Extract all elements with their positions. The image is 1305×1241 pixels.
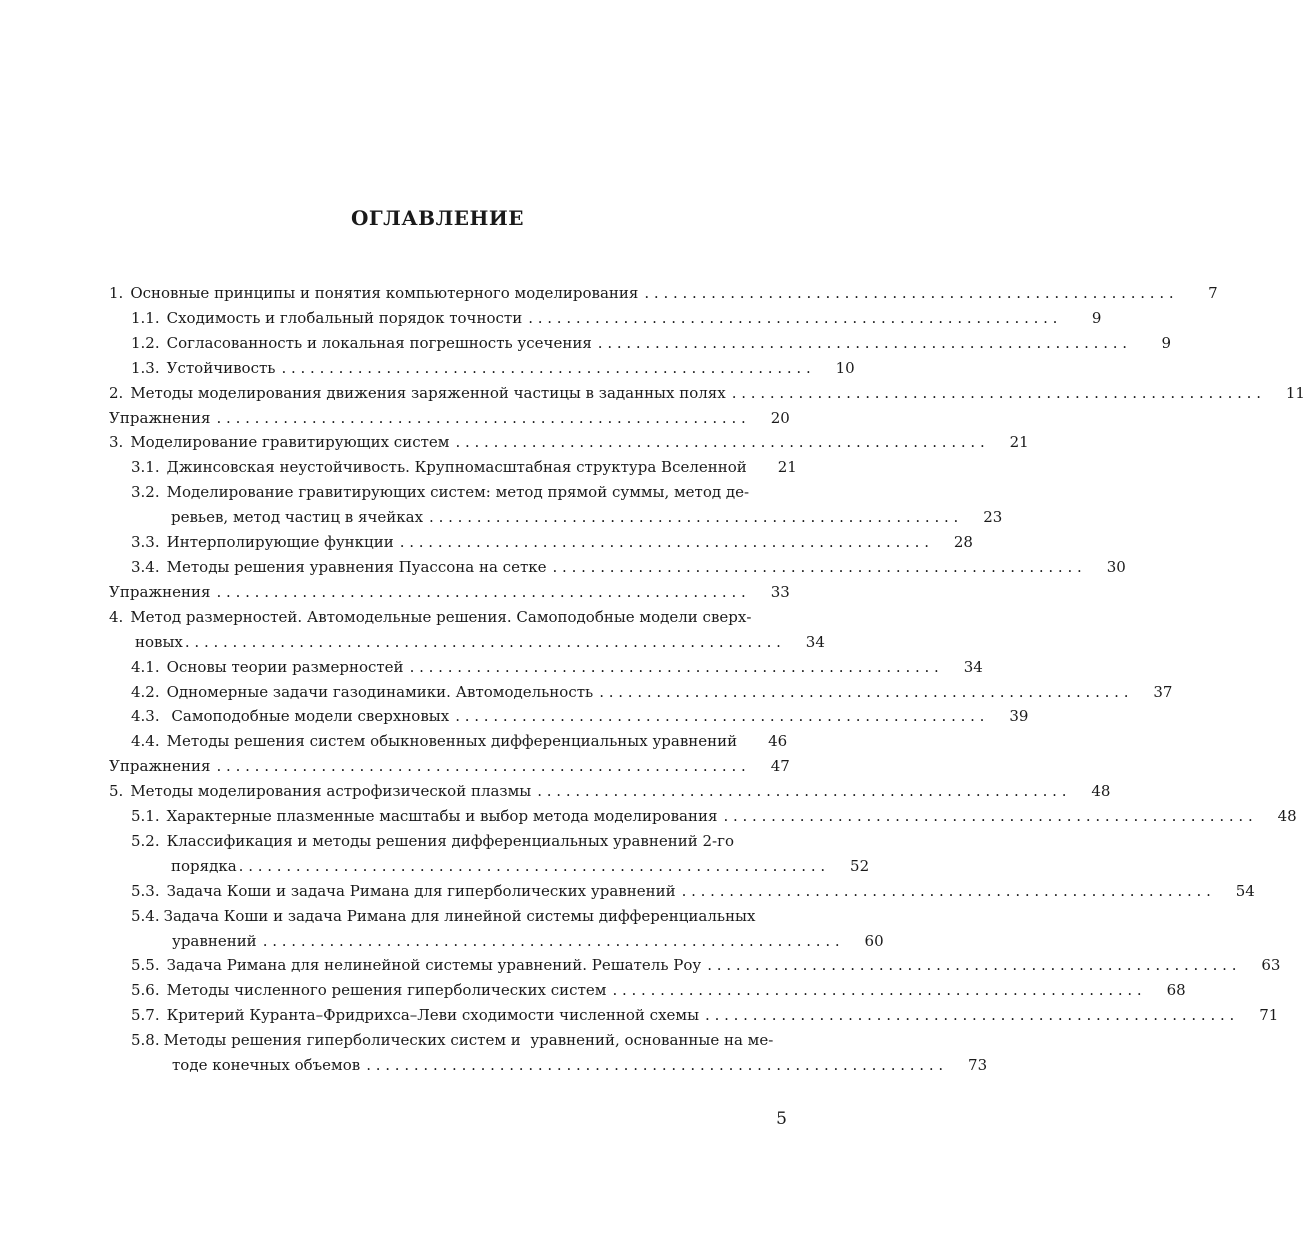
toc-entry[interactable] [109,356,855,381]
toc-entry-page: 9 [1091,308,1102,327]
toc-entry[interactable] [109,381,1305,406]
toc-entry-number: 5.7. [131,1006,160,1025]
toc-entry-title: Основы теории размерностей [166,657,404,676]
leader-dots: . . . . . . . . . . . . . . . . . . . . . . . . . . . . . . . . . . . . . . . . . . . . . . . . . . . . . . . . . . . . . [262,931,840,950]
toc-entry-page: 47 [770,757,790,776]
toc-entry-number: 3. [109,433,124,452]
toc-entry-title: Методы решения уравнения Пуассона на сетке [166,557,547,576]
toc-entry-title-continued: ревьев, метод частиц в ячейках [171,508,424,527]
leader-dots: . . . . . . . . . . . . . . . . . . . . . . . . . . . . . . . . . . . . . . . . . . . . . . . . . . . . . . . . [723,807,1253,826]
toc-entry-number: 4. [109,607,124,626]
toc-entry-number: 3.4. [131,557,160,576]
toc-entry-number: 1.2. [131,333,160,352]
leader-dots: . . . . . . . . . . . . . . . . . . . . . . . . . . . . . . . . . . . . . . . . . . . . . . . . . . . . . . . . [731,383,1261,402]
toc-entry-page: 37 [1153,682,1173,701]
toc-entry-page: 54 [1235,881,1255,900]
toc-entry-number: 3.3. [131,533,160,552]
leader-dots: . . . . . . . . . . . . . . . . . . . . . . . . . . . . . . . . . . . . . . . . . . . . . . . . . . . . . . . . [429,508,959,527]
toc-entry-number: 1.1. [131,308,160,327]
leader-dots: . . . . . . . . . . . . . . . . . . . . . . . . . . . . . . . . . . . . . . . . . . . . . . . . . . . . . . . . [537,782,1067,801]
toc-entry[interactable] [109,331,1172,356]
toc-entry-page: 46 [768,732,788,751]
toc-entry[interactable] [109,555,1126,580]
toc-entry-number: 5.1. [131,807,160,826]
toc-entry-page: 10 [835,358,855,377]
leader-dots: . . . . . . . . . . . . . . . . . . . . . . . . . . . . . . . . . . . . . . . . . . . . . . . . . . . . . . . . [597,333,1128,352]
table-of-contents [109,281,1305,1078]
toc-entry-page: 34 [805,632,825,651]
toc-entry[interactable] [109,953,1281,978]
toc-entry-page: 48 [1091,782,1111,801]
toc-entry[interactable] [109,804,1297,829]
leader-dots: . . . . . . . . . . . . . . . . . . . . . . . . . . . . . . . . . . . . . . . . . . . . . . . . . . . . . . . . . . . . . . [238,856,826,875]
toc-entry[interactable] [109,1003,1279,1028]
toc-entry-title: Методы решения гиперболических систем и уравнений, основанные на ме- [163,1031,774,1050]
toc-entry-number: 3.2. [131,483,160,502]
toc-entry-number: 5.3. [131,881,160,900]
toc-entry-title: Моделирование гравитирующих систем: метод прямой суммы, метод де- [166,483,750,502]
toc-entry-title-continued: уравнений [172,931,257,950]
toc-entry-number: 3.1. [131,458,160,477]
toc-entry-title: Сходимость и глобальный порядок точности [166,308,523,327]
toc-entry-page: 52 [850,856,870,875]
toc-entry-page: 68 [1166,981,1186,1000]
leader-dots: . . . . . . . . . . . . . . . . . . . . . . . . . . . . . . . . . . . . . . . . . . . . . . . . . . . . . . . . [409,657,939,676]
toc-entry-page: 33 [770,582,790,601]
toc-entry[interactable] [109,655,983,680]
toc-entry-title: Метод размерностей. Автомодельные решения. Самоподобные модели сверх- [130,607,752,626]
toc-entry-number: 2. [109,383,124,402]
toc-entry-title: Устойчивость [166,358,276,377]
toc-entry-title: Методы численного решения гиперболических систем [166,981,607,1000]
toc-entry-title: Интерполирующие функции [166,533,394,552]
toc-entry[interactable] [109,879,1255,904]
toc-entry-title: Упражнения [109,757,211,776]
toc-entry[interactable] [109,729,787,754]
toc-entry-page: 34 [963,657,983,676]
toc-entry-page: 60 [864,931,884,950]
toc-entry[interactable] [109,605,825,655]
toc-entry-title: Задача Коши и задача Римана для гиперболических уравнений [166,881,676,900]
toc-entry[interactable] [109,754,790,779]
toc-entry-page: 30 [1106,557,1126,576]
toc-entry-page: 23 [983,508,1003,527]
leader-dots: . . . . . . . . . . . . . . . . . . . . . . . . . . . . . . . . . . . . . . . . . . . . . . . . . . . . . . . . [705,1006,1235,1025]
toc-entry-page: 63 [1261,956,1281,975]
toc-entry[interactable] [109,1028,988,1078]
leader-dots: . . . . . . . . . . . . . . . . . . . . . . . . . . . . . . . . . . . . . . . . . . . . . . . . . . . . . . . . [644,284,1174,302]
leader-dots: . . . . . . . . . . . . . . . . . . . . . . . . . . . . . . . . . . . . . . . . . . . . . . . . . . . . . . . . [455,433,985,452]
toc-entry-title: Моделирование гравитирующих систем [130,433,450,452]
toc-entry[interactable] [109,406,790,431]
toc-entry-page: 11 [1285,383,1305,402]
toc-entry[interactable] [109,580,790,605]
toc-entry-number: 4.2. [131,682,160,701]
toc-entry-title: Упражнения [109,408,211,427]
toc-entry-title: Джинсовская неустойчивость. Крупномасштабная структура Вселенной [166,458,747,477]
page-title: ОГЛАВЛЕНИЕ [350,206,525,230]
toc-entry-title: Критерий Куранта–Фридрихса–Леви сходимости численной схемы [166,1006,700,1025]
toc-entry-number: 5.5. [131,956,160,975]
leader-dots: . . . . . . . . . . . . . . . . . . . . . . . . . . . . . . . . . . . . . . . . . . . . . . . . . . . . . . . . [455,707,985,726]
toc-entry[interactable] [109,455,797,480]
toc-entry-title: Упражнения [109,582,211,601]
leader-dots: . . . . . . . . . . . . . . . . . . . . . . . . . . . . . . . . . . . . . . . . . . . . . . . . . . . . . . . . [528,308,1058,327]
toc-entry[interactable] [109,430,1029,455]
toc-entry[interactable] [109,530,973,555]
toc-entry-title: Методы моделирования астрофизической плазмы [130,782,532,801]
toc-entry[interactable] [109,281,1218,306]
toc-entry-title: Основные принципы и понятия компьютерного моделирования [130,284,639,302]
toc-entry-number: 4.1. [131,657,160,676]
leader-dots: . . . . . . . . . . . . . . . . . . . . . . . . . . . . . . . . . . . . . . . . . . . . . . . . . . . . . . . . [612,981,1142,1000]
leader-dots: . . . . . . . . . . . . . . . . . . . . . . . . . . . . . . . . . . . . . . . . . . . . . . . . . . . . . . . . . . . . . . . [184,632,781,651]
toc-entry-page: 48 [1277,807,1297,826]
toc-entry-page: 21 [1009,433,1029,452]
toc-entry-number: 1. [109,284,124,302]
toc-entry-page: 21 [777,458,797,477]
toc-entry-number: 5.2. [131,831,160,850]
toc-entry[interactable] [109,480,1003,530]
toc-entry-title-continued: порядка [171,856,237,875]
toc-entry-title: Самоподобные модели сверхновых [166,707,450,726]
toc-entry-title: Задача Римана для нелинейной системы уравнений. Решатель Роу [166,956,702,975]
toc-entry-page: 28 [953,533,973,552]
toc-entry-title: Характерные плазменные масштабы и выбор метода моделирования [166,807,718,826]
toc-entry-title: Методы моделирования движения заряженной частицы в заданных полях [130,383,726,402]
toc-entry-page: 7 [1208,284,1218,302]
toc-entry-page: 73 [968,1056,988,1075]
toc-entry[interactable] [109,680,1173,705]
toc-entry[interactable] [109,306,1102,331]
toc-entry-title: Согласованность и локальная погрешность усечения [166,333,592,352]
leader-dots: . . . . . . . . . . . . . . . . . . . . . . . . . . . . . . . . . . . . . . . . . . . . . . . . . . . . . . . . [216,757,746,776]
toc-entry[interactable] [109,704,1029,729]
toc-entry-title-continued: тоде конечных объемов [172,1056,361,1075]
toc-entry-number: 5. [109,782,124,801]
toc-entry-page: 71 [1259,1006,1279,1025]
leader-dots: . . . . . . . . . . . . . . . . . . . . . . . . . . . . . . . . . . . . . . . . . . . . . . . . . . . . . . . . [552,557,1082,576]
leader-dots: . . . . . . . . . . . . . . . . . . . . . . . . . . . . . . . . . . . . . . . . . . . . . . . . . . . . . . . . [399,533,929,552]
leader-dots: . . . . . . . . . . . . . . . . . . . . . . . . . . . . . . . . . . . . . . . . . . . . . . . . . . . . . . . . [681,881,1211,900]
toc-entry-title: Задача Коши и задача Римана для линейной системы дифференциальных [163,906,756,925]
toc-entry-number: 5.4. [131,906,160,925]
toc-entry[interactable] [109,978,1186,1003]
toc-entry-page: 39 [1009,707,1029,726]
page-number: 5 [776,1109,787,1129]
toc-entry-page: 9 [1161,333,1172,352]
toc-entry-title: Методы решения систем обыкновенных дифференциальных уравнений [166,732,738,751]
toc-entry[interactable] [109,779,1111,804]
leader-dots: . . . . . . . . . . . . . . . . . . . . . . . . . . . . . . . . . . . . . . . . . . . . . . . . . . . . . . . . [216,582,746,601]
toc-entry-number: 5.8. [131,1031,160,1050]
toc-entry-title: Одномерные задачи газодинамики. Автомодельность [166,682,594,701]
toc-entry-title-continued: новых [135,632,183,651]
leader-dots: . . . . . . . . . . . . . . . . . . . . . . . . . . . . . . . . . . . . . . . . . . . . . . . . . . . . . . . . [281,358,811,377]
toc-entry-number: 4.4. [131,732,160,751]
toc-entry-page: 20 [770,408,790,427]
toc-entry[interactable] [109,904,884,954]
toc-entry-title: Классификация и методы решения дифференциальных уравнений 2-го [166,831,735,850]
leader-dots: . . . . . . . . . . . . . . . . . . . . . . . . . . . . . . . . . . . . . . . . . . . . . . . . . . . . . . . . . . . . . [366,1056,944,1075]
toc-entry-number: 5.6. [131,981,160,1000]
leader-dots: . . . . . . . . . . . . . . . . . . . . . . . . . . . . . . . . . . . . . . . . . . . . . . . . . . . . . . . . [599,682,1129,701]
leader-dots: . . . . . . . . . . . . . . . . . . . . . . . . . . . . . . . . . . . . . . . . . . . . . . . . . . . . . . . . [707,956,1237,975]
toc-entry[interactable] [109,829,870,879]
leader-dots: . . . . . . . . . . . . . . . . . . . . . . . . . . . . . . . . . . . . . . . . . . . . . . . . . . . . . . . . [216,408,746,427]
toc-entry-number: 1.3. [131,358,160,377]
toc-entry-number: 4.3. [131,707,160,726]
